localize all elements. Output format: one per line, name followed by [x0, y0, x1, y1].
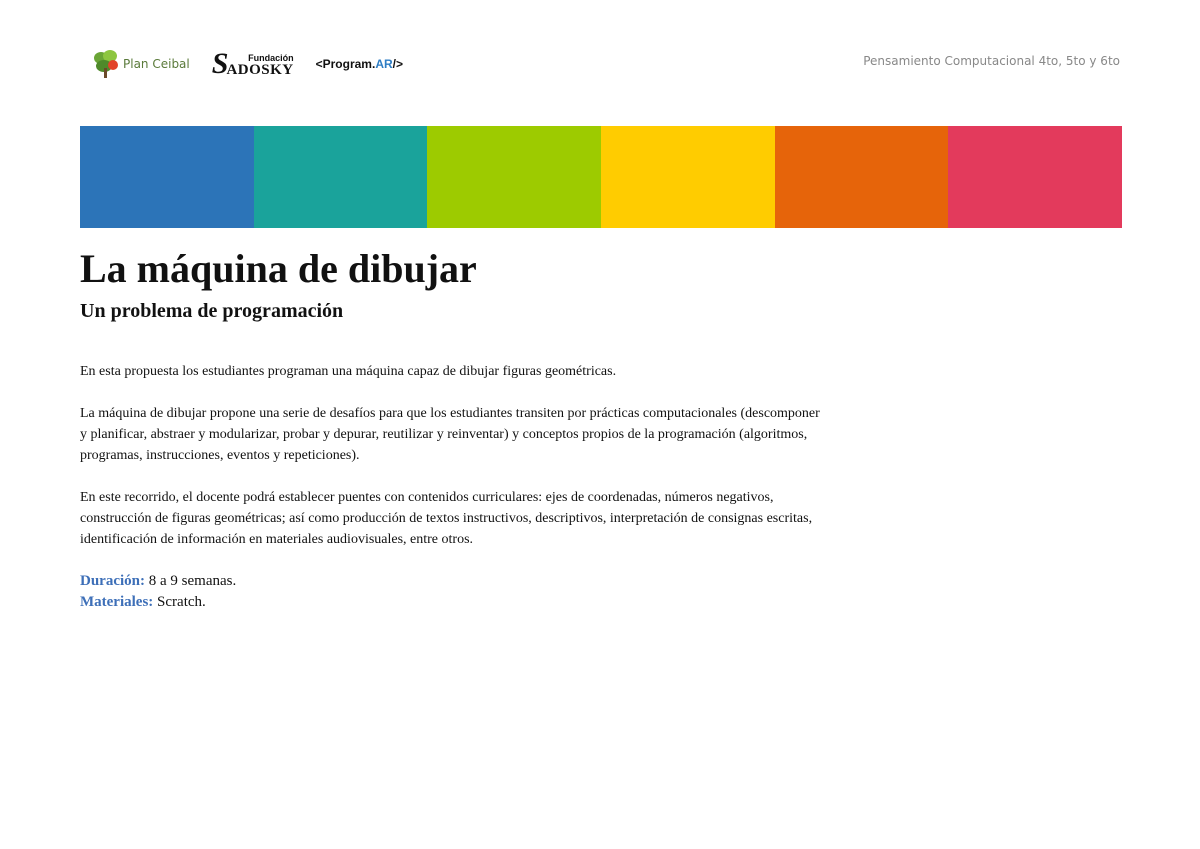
programar-suffix: />	[392, 57, 404, 71]
programar-ar: AR	[375, 57, 393, 71]
materials-value: Scratch.	[153, 594, 206, 610]
color-band-segment	[775, 126, 949, 228]
page-title: La máquina de dibujar	[80, 246, 477, 291]
plan-ceibal-text: Plan Ceibal	[123, 57, 190, 71]
color-band-segment	[601, 126, 775, 228]
color-band	[80, 126, 1122, 228]
materials-label: Materiales:	[80, 594, 154, 610]
sadosky-s-glyph: S	[211, 47, 229, 80]
practices-paragraph: La máquina de dibujar propone una serie de desafíos para que los estudiantes transiten por prácticas computacionales (descomponer y planificar, abstraer y modularizar, probar y depurar, reutilizar y reinventar) y conceptos propios de la programación (algoritmos, programas, instrucciones, eventos y repeticiones).	[80, 406, 820, 463]
color-band-segment	[948, 126, 1122, 228]
sadosky-fundacion-text: Fundación	[248, 53, 294, 63]
ceibal-tree-icon	[92, 48, 120, 80]
sadosky-name-text: ADOSKY	[226, 62, 294, 78]
duration-label: Duración:	[80, 573, 145, 589]
course-label: Pensamiento Computacional 4to, 5to y 6to	[863, 54, 1120, 68]
fundacion-sadosky-logo	[211, 47, 294, 80]
duration-line	[80, 571, 820, 592]
page-subtitle: Un problema de programación	[80, 300, 344, 322]
intro-paragraph: En esta propuesta los estudiantes programan una máquina capaz de dibujar figuras geométricas.	[80, 364, 617, 379]
plan-ceibal-logo	[92, 48, 190, 80]
color-band-segment	[427, 126, 601, 228]
color-band-segment	[80, 126, 254, 228]
programar-logo	[316, 57, 403, 71]
color-band-segment	[254, 126, 428, 228]
materials-line	[80, 592, 820, 613]
programar-prefix: <Program.	[315, 57, 376, 71]
curriculum-paragraph: En este recorrido, el docente podrá establecer puentes con contenidos curriculares: ejes de coordenadas, números negativos, construcción de figuras geométricas; así como producción de textos instructivos, descriptivos, interpretación de consignas escritas, identificación de información en materiales audiovisuales, entre otros.	[80, 490, 813, 547]
duration-value: 8 a 9 semanas.	[145, 573, 237, 589]
logo-row	[92, 44, 425, 84]
document-body	[80, 361, 820, 613]
